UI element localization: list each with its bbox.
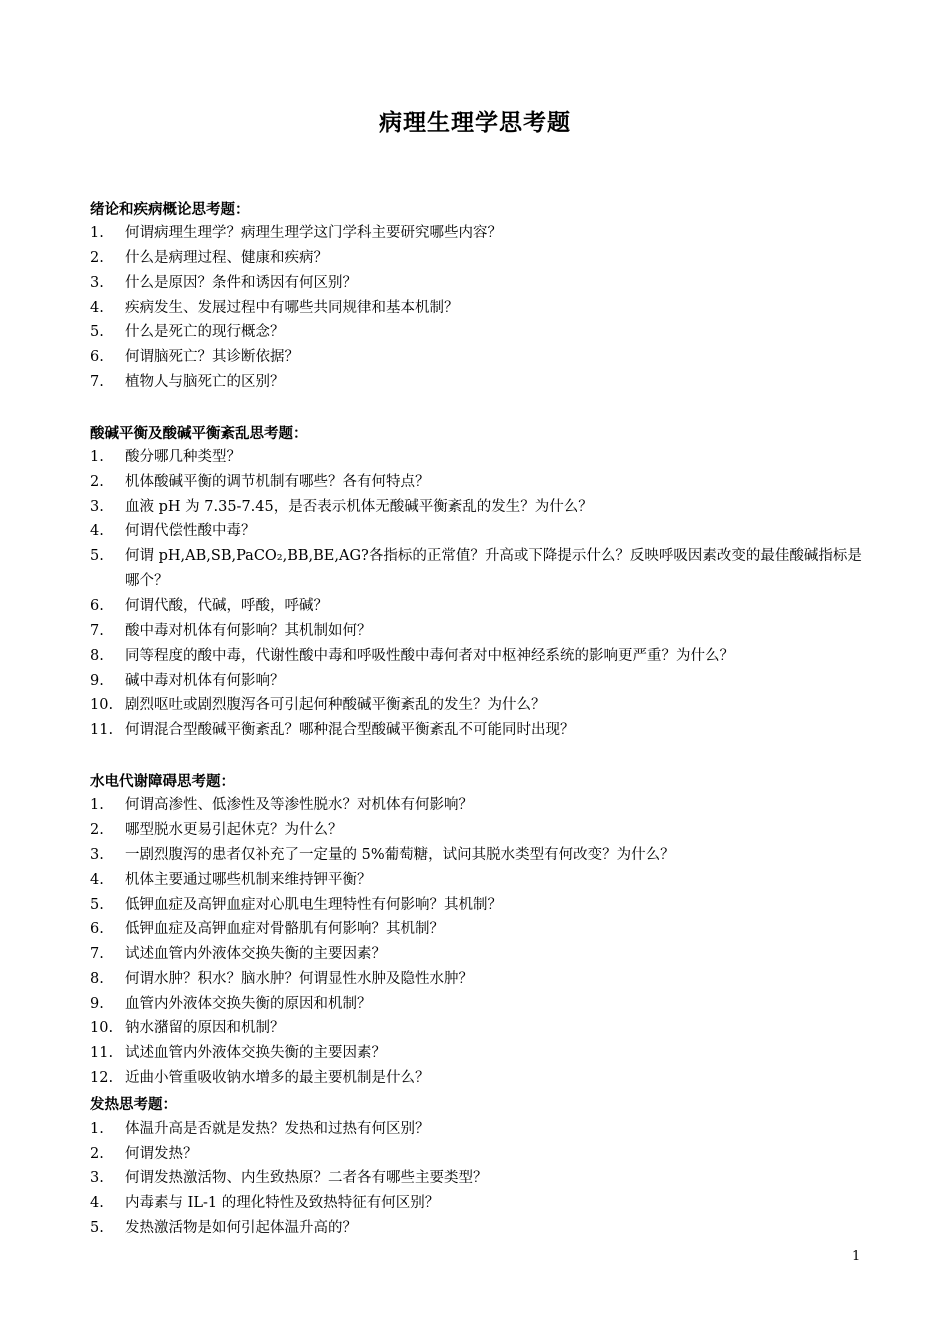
list-item — [90, 221, 870, 246]
list-item — [90, 1117, 870, 1142]
item-number: 2. — [90, 250, 104, 266]
list-item — [90, 1041, 870, 1066]
item-text: 什么是原因？条件和诱因有何区别？ — [125, 275, 357, 291]
section-heading-fever: 发热思考题： — [90, 1096, 177, 1113]
item-text: 何谓代偿性酸中毒？ — [125, 523, 256, 539]
item-text: 何谓脑死亡？其诊断依据？ — [125, 349, 299, 365]
item-number: 1. — [90, 449, 104, 465]
list-item — [90, 818, 870, 843]
item-number: 10. — [90, 1020, 114, 1036]
item-number: 5. — [90, 897, 104, 913]
item-text: 何谓混合型酸碱平衡紊乱？哪种混合型酸碱平衡紊乱不可能同时出现？ — [125, 722, 575, 738]
list-item — [90, 345, 870, 370]
item-text: 何谓 pH,AB,SB,PaCO₂,BB,BE,AG?各指标的正常值？升高或下降提示什么？反映呼吸因素改变的最佳酸碱指标是哪个？ — [125, 548, 862, 589]
item-text: 血管内外液体交换失衡的原因和机制？ — [125, 996, 372, 1012]
item-number: 12. — [90, 1070, 114, 1086]
item-text: 何谓病理生理学？病理生理学这门学科主要研究哪些内容？ — [125, 225, 502, 241]
item-text: 何谓发热激活物、内生致热原？二者各有哪些主要类型？ — [125, 1170, 488, 1186]
item-number: 2. — [90, 474, 104, 490]
item-text: 哪型脱水更易引起休克？为什么？ — [125, 822, 343, 838]
section-heading-intro: 绪论和疾病概论思考题： — [90, 201, 250, 218]
item-number: 4. — [90, 523, 104, 539]
list-item — [90, 246, 870, 271]
item-number: 5. — [90, 548, 104, 564]
item-text: 何谓代酸，代碱，呼酸，呼碱？ — [125, 598, 328, 614]
item-number: 11. — [90, 722, 114, 738]
item-number: 7. — [90, 623, 104, 639]
item-text: 疾病发生、发展过程中有哪些共同规律和基本机制？ — [125, 300, 459, 316]
list-item — [90, 470, 870, 495]
item-text: 植物人与脑死亡的区别？ — [125, 374, 285, 390]
item-number: 5. — [90, 1220, 104, 1236]
list-item — [90, 992, 870, 1017]
item-text: 试述血管内外液体交换失衡的主要因素？ — [125, 1045, 386, 1061]
item-text: 血液 pH 为 7.35-7.45，是否表示机体无酸碱平衡紊乱的发生？为什么？ — [125, 499, 593, 515]
item-text: 酸中毒对机体有何影响？其机制如何？ — [125, 623, 372, 639]
item-text: 什么是死亡的现行概念？ — [125, 324, 285, 340]
list-item — [90, 718, 870, 743]
item-text: 机体酸碱平衡的调节机制有哪些？各有何特点？ — [125, 474, 430, 490]
item-number: 1. — [90, 797, 104, 813]
item-number: 7. — [90, 946, 104, 962]
item-number: 4. — [90, 872, 104, 888]
item-text: 何谓水肿？积水？脑水肿？何谓显性水肿及隐性水肿？ — [125, 971, 473, 987]
item-text: 同等程度的酸中毒，代谢性酸中毒和呼吸性酸中毒何者对中枢神经系统的影响更严重？为什么？ — [125, 648, 734, 664]
item-text: 碱中毒对机体有何影响？ — [125, 673, 285, 689]
list-item — [90, 693, 870, 718]
list-item — [90, 967, 870, 992]
item-number: 11. — [90, 1045, 114, 1061]
list-item — [90, 271, 870, 296]
item-number: 2. — [90, 1146, 104, 1162]
item-text: 一剧烈腹泻的患者仅补充了一定量的 5%葡萄糖，试问其脱水类型有何改变？为什么？ — [125, 847, 675, 863]
list-item — [90, 669, 870, 694]
list-item — [90, 942, 870, 967]
section-heading-acid-base: 酸碱平衡及酸碱平衡紊乱思考题： — [90, 425, 308, 442]
list-item — [90, 644, 870, 669]
list-item — [90, 495, 870, 520]
list-item — [90, 1142, 870, 1167]
item-text: 酸分哪几种类型？ — [125, 449, 241, 465]
item-text: 低钾血症及高钾血症对骨骼肌有何影响？其机制？ — [125, 921, 444, 937]
item-number: 6. — [90, 598, 104, 614]
list-item — [90, 320, 870, 345]
item-number: 3. — [90, 275, 104, 291]
list-item — [90, 843, 870, 868]
list-item — [90, 519, 870, 544]
list-item — [90, 793, 870, 818]
item-number: 9. — [90, 673, 104, 689]
item-text: 近曲小管重吸收钠水增多的最主要机制是什么？ — [125, 1070, 430, 1086]
item-text: 发热激活物是如何引起体温升高的？ — [125, 1220, 357, 1236]
item-text: 机体主要通过哪些机制来维持钾平衡？ — [125, 872, 372, 888]
item-number: 9. — [90, 996, 104, 1012]
list-item — [90, 370, 870, 395]
item-number: 1. — [90, 225, 104, 241]
item-text: 体温升高是否就是发热？发热和过热有何区别？ — [125, 1121, 430, 1137]
item-number: 4. — [90, 1195, 104, 1211]
item-number: 1. — [90, 1121, 104, 1137]
list-item — [90, 1166, 870, 1191]
item-number: 8. — [90, 648, 104, 664]
item-text: 何谓高渗性、低渗性及等渗性脱水？对机体有何影响？ — [125, 797, 473, 813]
item-number: 3. — [90, 847, 104, 863]
item-number: 6. — [90, 349, 104, 365]
item-number: 7. — [90, 374, 104, 390]
item-number: 8. — [90, 971, 104, 987]
item-text: 钠水潴留的原因和机制？ — [125, 1020, 285, 1036]
item-text: 什么是病理过程、健康和疾病？ — [125, 250, 328, 266]
item-text: 内毒素与 IL-1 的理化特性及致热特征有何区别？ — [125, 1195, 440, 1211]
page-number: 1 — [852, 1249, 861, 1264]
list-item — [90, 296, 870, 321]
item-number: 3. — [90, 1170, 104, 1186]
item-number: 6. — [90, 921, 104, 937]
item-number: 2. — [90, 822, 104, 838]
list-item — [90, 445, 870, 470]
list-item — [90, 1191, 870, 1216]
list-item — [90, 1016, 870, 1041]
list-item — [90, 544, 870, 594]
item-number: 4. — [90, 300, 104, 316]
section-heading-water-electrolyte: 水电代谢障碍思考题： — [90, 773, 235, 790]
item-text: 低钾血症及高钾血症对心肌电生理特性有何影响？其机制？ — [125, 897, 502, 913]
list-item — [90, 1216, 870, 1241]
list-item — [90, 1066, 870, 1091]
list-item — [90, 619, 870, 644]
item-text: 试述血管内外液体交换失衡的主要因素？ — [125, 946, 386, 962]
item-number: 3. — [90, 499, 104, 515]
list-item — [90, 594, 870, 619]
item-text: 剧烈呕吐或剧烈腹泻各可引起何种酸碱平衡紊乱的发生？为什么？ — [125, 697, 546, 713]
page-title: 病理生理学思考题 — [379, 109, 571, 136]
list-item — [90, 893, 870, 918]
item-text: 何谓发热？ — [125, 1146, 198, 1162]
item-number: 10. — [90, 697, 114, 713]
list-item — [90, 917, 870, 942]
list-item — [90, 868, 870, 893]
item-number: 5. — [90, 324, 104, 340]
